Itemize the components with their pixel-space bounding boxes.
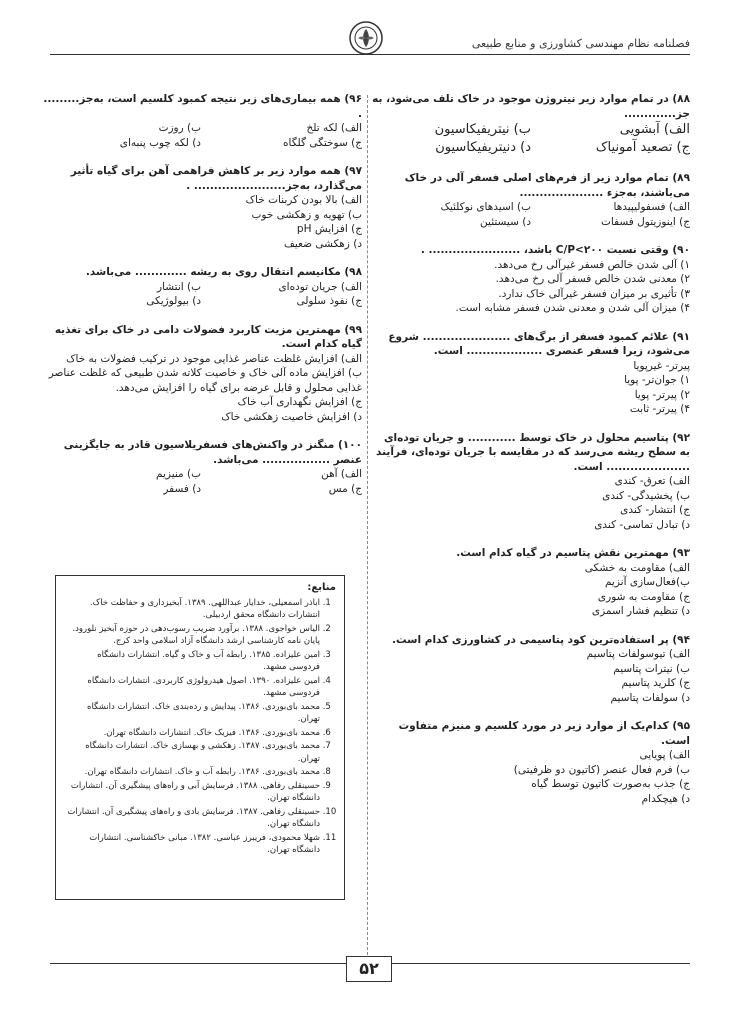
question-88	[372, 92, 690, 157]
reference-item: 11. شهلا محمودی، فریبرز عباسی. ۱۳۸۲. مبانی خاکشناسی. انتشارات دانشگاه تهران.	[64, 832, 320, 857]
option: ۴) پیرتر- ثابت	[629, 403, 690, 415]
question-95	[372, 719, 690, 806]
option: الف) مقاومت به خشکی	[584, 561, 690, 574]
journal-emblem-icon	[348, 20, 384, 56]
option-row	[372, 200, 690, 215]
option: الف) تیوسولفات پتاسیم	[586, 648, 690, 660]
option: ۴) میزان آلی شدن و معدنی شدن فسفر مشابه است.	[455, 302, 690, 314]
option: ب)فعال‌سازی آنزیم	[604, 576, 690, 588]
option-row	[40, 121, 362, 136]
option: الف) افزایش غلظت عناصر غذایی موجود در ترکیب فضولات به خاک	[66, 352, 362, 365]
option: ج) افزایش pH	[296, 223, 362, 235]
option: ۲) پیرتر- پویا	[634, 388, 690, 401]
left-column	[40, 92, 362, 510]
option: ۱) جوان‌تر- پویا	[624, 374, 690, 386]
question-text: ۹۰) وقتی نسبت C/P<۲۰۰ باشد، ....................... .	[420, 244, 690, 256]
reference-item: 10. حسینقلی رفاهی. ۱۳۸۷. فرسایش بادی و راه‌های پیشگیری آن. انتشارات دانشگاه تهران.	[64, 806, 320, 831]
option: د) سولفات پتاسیم	[610, 691, 690, 704]
option-row	[40, 294, 362, 309]
option-row	[40, 482, 362, 497]
references-box	[55, 575, 345, 900]
reference-item: 4. امین علیزاده. ۱۳۹۰. اصول هیدرولوژی کاربردی. انتشارات دانشگاه فردوسی مشهد.	[64, 675, 320, 700]
reference-item: 5. محمد بای‌بوردی. ۱۳۸۶. پیدایش و ردەبندی خاک. انتشارات دانشگاه تهران.	[64, 701, 320, 726]
question-94	[372, 633, 690, 706]
column-divider	[367, 95, 368, 955]
reference-item: 8. محمد بای‌بوردی. ۱۳۸۶. رابطه آب و خاک. انتشارات دانشگاه تهران.	[64, 766, 320, 779]
option: ب) منیزیم	[156, 468, 201, 480]
option: ب) نیترات پتاسیم	[613, 662, 690, 675]
option: الف) لکه تلخ	[306, 122, 362, 134]
reference-item: 9. حسینقلی رفاهی. ۱۳۸۸. فرسایش آبی و راه‌های پیشگیری آن. انتشارات دانشگاه تهران.	[64, 780, 320, 805]
option: ب) انتشار	[157, 280, 201, 293]
page-number: ۵۲	[346, 956, 392, 982]
header-rule	[50, 54, 690, 55]
option: ج) مس	[328, 482, 362, 495]
option-row	[40, 136, 362, 151]
option: د) سیستئین	[480, 215, 531, 228]
option: د) تنظیم فشار اسمزی	[591, 605, 690, 617]
question-text: ۸۹) تمام موارد زیر از فرم‌های اصلی فسفر آلی در خاک می‌باشند، به‌جزء .....................	[404, 172, 690, 199]
question-text: ۹۳) مهمترین نقش پتاسیم در گیاه کدام است.	[456, 547, 690, 559]
references-list	[64, 597, 336, 857]
option: ج) نفوذ سلولی	[296, 295, 362, 307]
question-96	[40, 92, 362, 150]
question-91	[372, 330, 690, 417]
reference-item: 3. امین علیزاده. ۱۳۸۵. رابطه آب و خاک و گیاه. انتشارات دانشگاه فردوسی مشهد.	[64, 649, 320, 674]
option: ب) اسیدهای نوکلئیک	[440, 201, 531, 213]
option: الف) فسفولیپیدها	[613, 201, 690, 213]
option: د) بیولوژیکی	[146, 295, 201, 307]
question-99	[40, 323, 362, 425]
option: ج) افزایش نگهداری آب خاک	[237, 396, 362, 408]
option: ج) کلرید پتاسیم	[621, 677, 690, 689]
option: ب) پخشیدگی- کندی	[602, 489, 690, 502]
option: ب) تهویه و زهکشی خوب	[251, 208, 362, 221]
reference-item: 1. اباذر اسمعیلی، خدایار عبداللهی. ۱۳۸۹. آبخیزداری و حفاظت خاک. انتشارات دانشگاه محقق اردبیلی.	[64, 597, 320, 622]
option: د) زهکشی ضعیف	[284, 237, 362, 250]
option: ب) افزایش ماده آلی خاک و خاصیت کلاته شدن طبیعی که غلظت عناصر غذایی محلول و قابل عرضه برای گیاه را افزایش می‌دهد.	[48, 367, 362, 394]
option: الف) آبشویی	[619, 122, 690, 137]
question-92	[372, 431, 690, 533]
option: ج) جذب به‌صورت کاتیون توسط گیاه	[531, 778, 690, 790]
option: د) هیچکدام	[641, 792, 690, 805]
option-row	[372, 121, 690, 139]
question-text: ۹۶) همه بیماری‌های زیر نتیجه کمبود کلسیم است، به‌جز......... .	[43, 93, 362, 120]
question-90	[372, 243, 690, 316]
reference-item: 7. محمد بای‌بوردی. ۱۳۸۷. زهکشی و بهسازی خاک. انتشارات دانشگاه تهران.	[64, 740, 320, 765]
option-row	[40, 467, 362, 482]
journal-title: فصلنامه نظام مهندسی کشاورزی و منابع طبیعی	[471, 37, 690, 50]
option: ۲) معدنی شدن خالص فسفر آلی رخ می‌دهد.	[495, 273, 690, 285]
option: ج) سوختگی گلگاه	[283, 136, 362, 149]
question-text: ۹۱) علائم کمبود فسفر از برگ‌های ...................... شروع می‌شود، زیرا فسفر عنصری ................... است.	[388, 330, 690, 357]
option: ب) فرم فعال عنصر (کاتیون دو ظرفیتی)	[513, 763, 690, 776]
question-text: ۹۲) پتاسیم محلول در خاک توسط ............ و جریان توده‌ای به سطح ریشه می‌رسد که در مقایسه با جریان توده‌ای، فرآیند ..................... است.	[376, 431, 690, 473]
question-text: ۹۵) کدام‌یک از موارد زیر در مورد کلسیم و منیزم متفاوت است.	[398, 720, 690, 747]
right-column	[372, 92, 690, 820]
question-97	[40, 164, 362, 251]
question-93	[372, 546, 690, 619]
option: الف) بالا بودن کربنات خاک	[245, 194, 362, 206]
option-row	[40, 280, 362, 295]
question-98	[40, 265, 362, 309]
option-row	[372, 139, 690, 157]
option: ج) مقاومت به شوری	[597, 590, 690, 603]
option: ۳) تأثیری بر میزان فسفر غیرآلی خاک ندارد.	[498, 287, 690, 300]
option: ج) اینوزیتول فسفات	[601, 215, 690, 228]
option: الف) پویایی	[639, 749, 690, 761]
option: ب) نیتریفیکاسیون	[434, 122, 531, 137]
option: ب) روزت	[158, 122, 201, 134]
option: ۱) آلی شدن خالص فسفر غیرآلی رخ می‌دهد.	[494, 258, 690, 271]
option: الف) آهن	[321, 468, 362, 480]
option: د) فسفر	[163, 482, 201, 495]
reference-item: 6. محمد بای‌بوردی. ۱۳۸۶. فیزیک خاک. انتشارات دانشگاه تهران.	[64, 727, 320, 740]
question-89	[372, 171, 690, 229]
option: د) لکه چوب پنبه‌ای	[119, 136, 201, 149]
question-text: ۱۰۰) منگنز در واکنش‌های فسفریلاسیون قادر به جایگزینی عنصر ................. می‌باشد.	[63, 439, 362, 466]
question-text: ۹۷) همه موارد زیر بر کاهش فراهمی آهن برای گیاه تأثیر می‌گذارد، به‌جز....................... .	[70, 165, 362, 192]
option: الف) جریان توده‌ای	[278, 280, 362, 293]
option: د) دنیتریفیکاسیون	[435, 140, 531, 155]
question-text: ۹۹) مهمترین مزیت کاربرد فضولات دامی در خاک برای تغذیه گیاه کدام است.	[54, 323, 362, 350]
references-title: منابع:	[307, 582, 336, 593]
option: پیرتر- غیرپویا	[633, 359, 690, 372]
option-row	[372, 215, 690, 230]
question-text: ۸۸) در تمام موارد زیر نیتروژن موجود در خاک تلف می‌شود، به جز.............	[372, 93, 690, 120]
option: ج) تصعید آمونیاک	[595, 140, 690, 155]
option: ج) انتشار- کندی	[620, 504, 690, 516]
option: د) تبادل تماسی- کندی	[594, 518, 690, 531]
option: د) افزایش خاصیت زهکشی خاک	[221, 410, 362, 423]
question-text: ۹۴) پر استفاده‌ترین کود پتاسیمی در کشاورزی کدام است.	[392, 633, 690, 646]
option: الف) تعرق- کندی	[614, 475, 690, 487]
question-100	[40, 438, 362, 496]
question-text: ۹۸) مکانیسم انتقال روی به ریشه ............. می‌باشد.	[85, 266, 362, 278]
reference-item: 2. الیاس خواجوی. ۱۳۸۸. برآورد ضریب رسوب‌دهی در حوزه آبخیز نلورود. پایان نامه کارشناسی ارشد دانشگاه آزاد اسلامی واحد کرج.	[64, 623, 320, 648]
